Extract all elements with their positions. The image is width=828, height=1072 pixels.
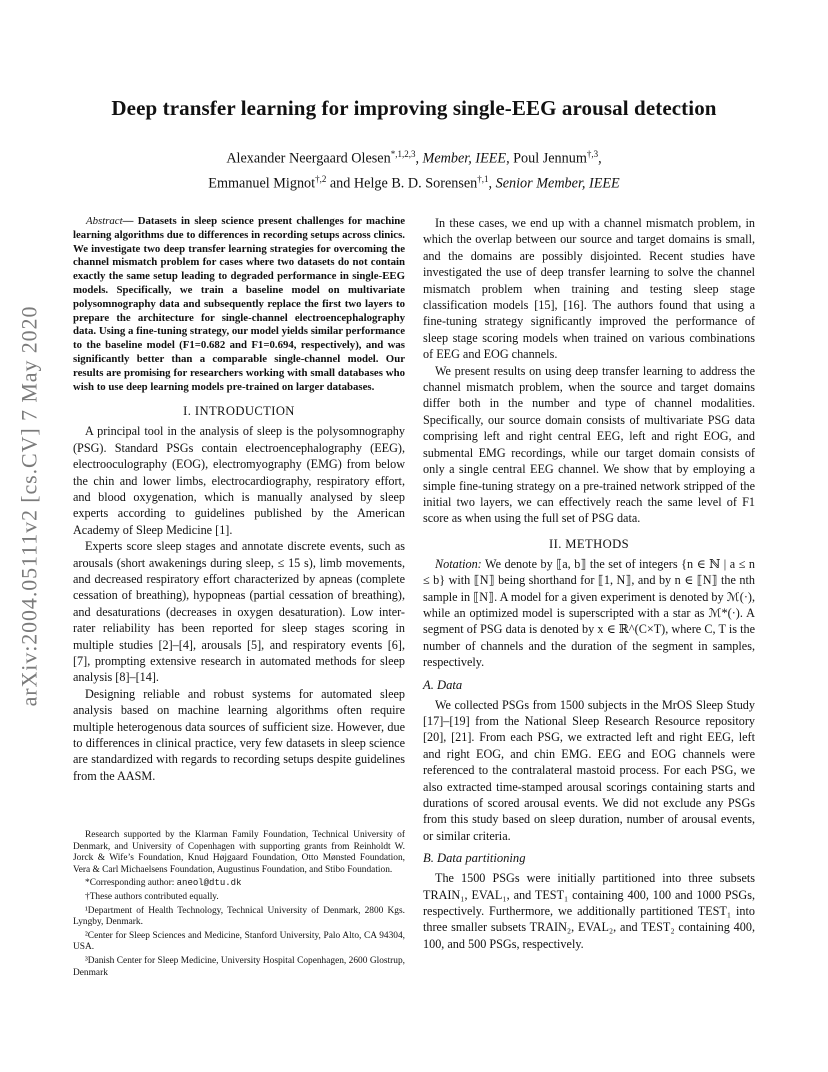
author-name: Emmanuel Mignot <box>208 175 316 192</box>
footnote-equal-contribution: †These authors contributed equally. <box>85 891 219 902</box>
author-role: Senior Member, IEEE <box>495 175 620 192</box>
footnote-corresponding <box>73 878 405 890</box>
footnotes <box>73 830 405 981</box>
paragraph: We present results on using deep transfer learning to address the channel mismatch problem, when the source and target domains differ both in the number and type of channel modalities. Specifically, our source domain consists of multivariate PSG data comprising left and right central EEG, left and right EOG, and submental EMG recordings, while our target domain consists of only a single central EEG channel. We show that by employing a simple fine-tuning strategy on a pre-trained network stripped of the initial two layers, we can effectively reach the same level of F1 score as when using the full set of PSG data. <box>423 363 755 526</box>
author-conjunction: and <box>326 175 354 192</box>
subsection-heading-data: A. Data <box>423 677 463 692</box>
arxiv-stamp-text: arXiv:2004.05111v2 [cs.CV] 7 May 2020 <box>16 305 41 706</box>
author-name: Poul Jennum <box>513 150 587 167</box>
author-affiliation-marks: †,1 <box>477 173 489 184</box>
abstract <box>73 215 405 394</box>
notation-lead: Notation: <box>435 556 482 571</box>
footnote-affiliation-3: ³Danish Center for Sleep Medicine, University Hospital Copenhagen, 2600 Glostrup, Denmark <box>73 955 405 978</box>
notation-text: We denote by ⟦a, b⟧ the set of integers {n ∈ ℕ | a ≤ n ≤ b} with ⟦N⟧ being shorthand for ⟦1, N⟧, and by n ∈ ⟦N⟧ the nth sample in ⟦N⟧. A model for a given experiment is denoted by ℳ(·), while an optimized model is superscripted with a star as ℳ*(·). A segment of PSG data is denoted by x ∈ ℝ^(C×T), where C, T is the number of channels and the duration of the segment in samples, respectively. <box>423 556 755 670</box>
abstract-text: — Datasets in sleep science present challenges for machine learning algorithms due to differences in recording setups across clinics. We investigate two deep transfer learning strategies for overcoming the channel mismatch problem for cases where two datasets do not contain exactly the same setup leading to degraded performance in single-EEG models. Specifically, we train a baseline model on multivariate polysomnography data and subsequently replace the first two layers to prepare the architecture for single-channel electroencephalography data. Using a fine-tuning strategy, our model yields similar performance to the baseline model (F1=0.682 and F1=0.694, respectively), and was significantly better than a comparable single-channel model. Our results are promising for researchers working with small databases who wish to use deep learning models pre-trained on larger databases. <box>73 215 405 393</box>
author-list <box>0 144 828 193</box>
author-line-2: Emmanuel Mignot$^{\dagger,2}$ and Helge B. D. Sorensen$^{\dagger,1}$, Senior Member, IEEE <box>208 173 620 192</box>
section-heading-methods: II. METHODS <box>549 536 629 551</box>
left-column <box>73 215 405 784</box>
subsection-heading-partitioning: B. Data partitioning <box>423 851 526 866</box>
author-role: Member, IEEE <box>422 150 507 167</box>
section-heading-introduction: I. INTRODUCTION <box>183 404 295 419</box>
author-affiliation-marks: *,1,2,3 <box>390 149 416 159</box>
corresponding-label: *Corresponding author: <box>85 878 177 889</box>
paragraph: We collected PSGs from 1500 subjects in the MrOS Sleep Study [17]–[19] from the National Sleep Research Resource repository [20], [21]. From each PSG, we extracted left and right EEG, left and right EOG, and chin EMG. EEG and EOG channels were referenced to the contralateral mastoid process. For each PSG, we also extracted time-stamped arousal scorings containing starts and durations of scored arousal events. We did not exclude any PSGs from this study based on sleep duration, number of arousal events, or similar criteria. <box>423 697 755 843</box>
paper-title: Deep transfer learning for improving single-EEG arousal detection <box>111 96 717 120</box>
author-affiliation-marks: †,3 <box>586 149 599 159</box>
abstract-lead: Abstract <box>86 215 123 227</box>
author-line-1: Alexander Neergaard Olesen$^{*,1,2,3}$, Member, IEEE, Poul Jennum$^{\dagger,3}$, <box>226 149 602 167</box>
notation-paragraph <box>423 556 755 671</box>
footnote-affiliation-2: ²Center for Sleep Sciences and Medicine, Stanford University, Palo Alto, CA 94304, USA. <box>73 930 405 953</box>
paragraph: A principal tool in the analysis of sleep is the polysomnography (PSG). Standard PSGs contain electroencephalography (EEG), electrooculography (EOG), electromyography (EMG) from below the chin and lower limbs, electrocardiography, respiratory effort, and blood oxygenation, which is manually analysed by sleep experts according to guidelines published by the American Academy of Sleep Medicine [1]. <box>73 424 405 537</box>
author-name: Alexander Neergaard Olesen <box>226 150 391 167</box>
corresponding-email-link[interactable]: aneol@dtu.dk <box>176 878 242 889</box>
author-affiliation-marks: †,2 <box>315 173 327 184</box>
paragraph: Designing reliable and robust systems for automated sleep analysis based on machine learning algorithms often require multiple heterogenous data sources of sufficient size. However, due to differences in clinical practice, very few datasets in sleep science are standardized with regards to recording setups despite guidelines from the AASM. <box>73 686 405 783</box>
paragraph: Experts score sleep stages and annotate discrete events, such as arousals (short awakenings during sleep, ≤ 15 s), limb movements, and decreased respiratory effort characterized by apneas (complete cessation of breathing), hypopneas (partial cessation of breathing), and desaturations (decreases in oxygen desaturation). Low inter-rater reliability has been reported for sleep stages scoring in multiple studies [2]–[4], arousals [5], and respiratory events [6], [7], prompting extensive research in automated methods for sleep analysis [8]–[14]. <box>73 539 405 685</box>
right-column <box>423 215 755 952</box>
footnote-affiliation-1: ¹Department of Health Technology, Technical University of Denmark, 2800 Kgs. Lyngby, Denmark. <box>73 905 405 928</box>
author-name: Helge B. D. Sorensen <box>353 175 478 192</box>
paragraph: The 1500 PSGs were initially partitioned into three subsets TRAIN₁, EVAL₁, and TEST₁ containing 400, 100 and 1000 PSGs, respectively. Furthermore, we additionally partitioned TEST₁ into three smaller subsets TRAIN₂, EVAL₂, and TEST₂ containing 400, 100, and 500 PSGs, respectively. <box>423 871 755 951</box>
footnote-funding: Research supported by the Klarman Family Foundation, Technical University of Denmark, and University of Copenhagen with supporting grants from Reinholdt W. Jorck & Wife’s Foundation, Knud Højgaard Foundation, Otto Mønsted Foundation, Vera & Carl Michaelsens Foundation, Augustinus Foundation, and Stibo Foundation. <box>73 830 405 875</box>
paragraph: In these cases, we end up with a channel mismatch problem, in which the overlap between our source and target domains is small, and the domains are possibly disjointed. Recent studies have investigated the use of deep transfer learning to solve the channel mismatch problem when training and testing sleep stage classification models [15], [16]. The authors found that using a fine-tuning strategy significantly improved the performance of sleep stage scoring models when trained on various combinations of EEG and EOG channels. <box>423 216 755 362</box>
arxiv-stamp <box>18 283 40 728</box>
